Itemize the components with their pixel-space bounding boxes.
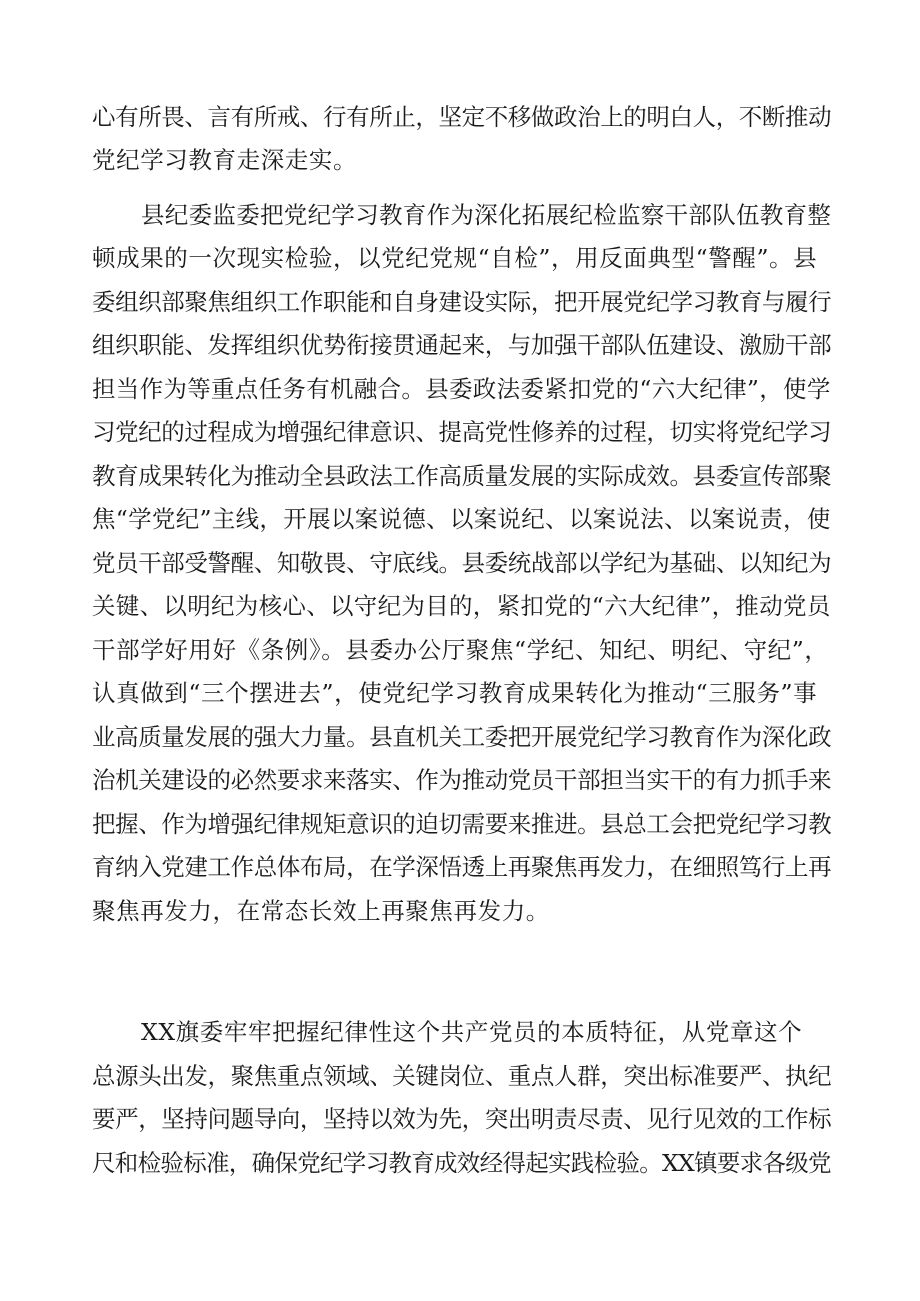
text-line: 干部学好用好《条例》。县委办公厅聚焦“学纪、知纪、明纪、守纪”， <box>92 636 829 664</box>
text-line: 心有所畏、言有所戒、行有所止，坚定不移做政治上的明白人，不断推动 <box>92 103 832 131</box>
text-line: 焦“学党纪”主线，开展以案说德、以案说纪、以案说法、以案说责，使 <box>92 505 831 533</box>
text-line: 认真做到“三个摆进去”，使党纪学习教育成果转化为推动“三服务”事 <box>92 679 818 707</box>
text-line: 业高质量发展的强大力量。县直机关工委把开展党纪学习教育作为深化政 <box>92 723 832 751</box>
text-line: 要严，坚持问题导向，坚持以效为先，突出明责尽责、见行见效的工作标 <box>92 1105 832 1133</box>
text-line: 委组织部聚焦组织工作职能和自身建设实际，把开展党纪学习教育与履行 <box>92 288 832 316</box>
text-line: 关键、以明纪为核心、以守纪为目的，紧扣党的“六大纪律”，推动党员 <box>92 592 831 620</box>
text-line: 党员干部受警醒、知敬畏、守底线。县委统战部以学纪为基础、以知纪为 <box>92 549 832 577</box>
text-line: 尺和检验标准，确保党纪学习教育成效经得起实践检验。XX镇要求各级党 <box>92 1149 831 1177</box>
text-line: 育纳入党建工作总体布局，在学深悟透上再聚焦再发力，在细照笃行上再 <box>92 853 832 881</box>
text-line: XX旗委牢牢把握纪律性这个共产党员的本质特征，从党章这个 <box>141 1018 803 1046</box>
text-line: 习党纪的过程成为增强纪律意识、提高党性修养的过程，切实将党纪学习 <box>92 418 832 446</box>
text-line: 聚焦再发力，在常态长效上再聚焦再发力。 <box>92 897 550 925</box>
text-line: 把握、作为增强纪律规矩意识的迫切需要来推进。县总工会把党纪学习教 <box>92 810 832 838</box>
text-line: 总源头出发，聚焦重点领域、关键岗位、重点人群，突出标准要严、执纪 <box>92 1062 832 1090</box>
text-line: 教育成果转化为推动全县政法工作高质量发展的实际成效。县委宣传部聚 <box>92 462 832 490</box>
text-line: 组织职能、发挥组织优势衔接贯通起来，与加强干部队伍建设、激励干部 <box>92 331 832 359</box>
text-line: 县纪委监委把党纪学习教育作为深化拓展纪检监察干部队伍教育整 <box>141 201 832 229</box>
text-line: 担当作为等重点任务有机融合。县委政法委紧扣党的“六大纪律”，使学 <box>92 375 831 403</box>
text-line: 党纪学习教育走深走实。 <box>92 146 358 174</box>
text-line: 治机关建设的必然要求来落实、作为推动党员干部担当实干的有力抓手来 <box>92 766 832 794</box>
text-line: 顿成果的一次现实检验，以党纪党规“自检”，用反面典型“警醒”。县 <box>92 244 818 272</box>
